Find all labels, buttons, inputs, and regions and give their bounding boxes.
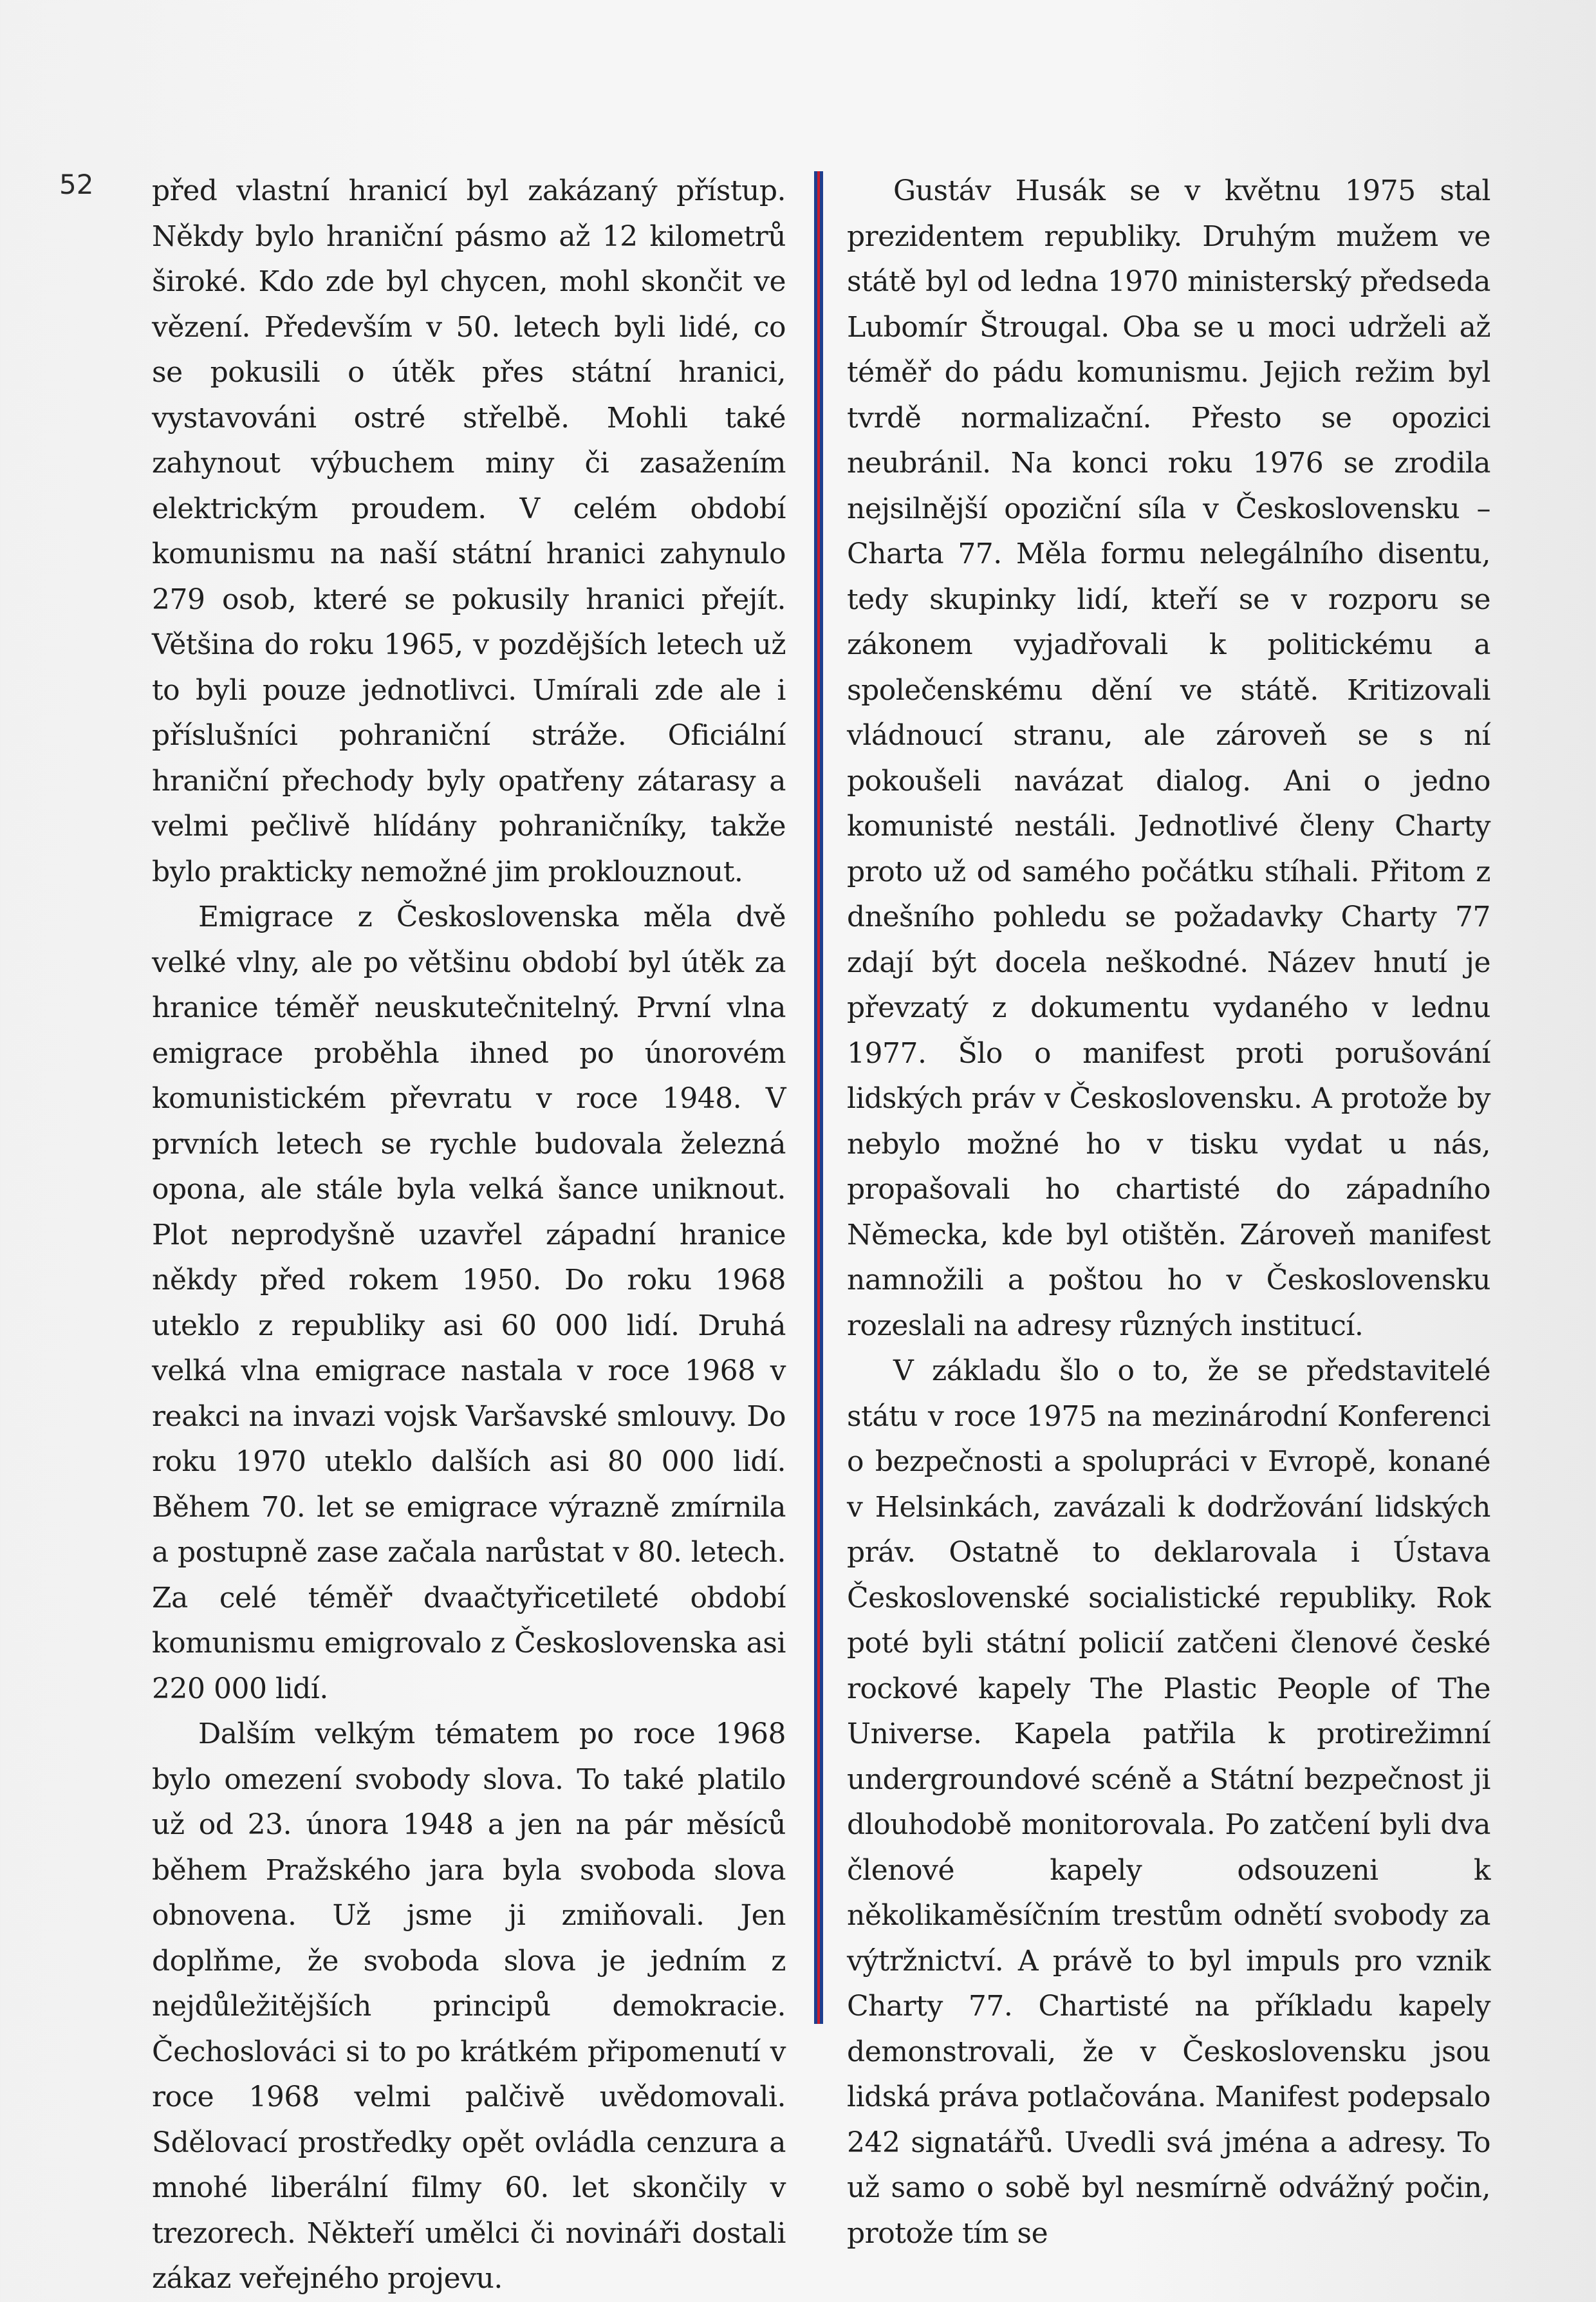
page-number: 52 [59,169,94,200]
right-paragraph-1: Gustáv Husák se v květnu 1975 stal prezidentem republiky. Druhým mužem ve státě byl od ledna 1970 ministerský předseda Lubomír Štrougal. Oba se u moci udrželi až téměř do pádu komunismu. Jejich režim byl tvrdě normalizační. Přesto se opozici neubránil. Na konci roku 1976 se zrodila nejsilnější opoziční síla v Československu – Charta 77. Měla formu nelegálního disentu, tedy skupinky lidí, kteří se v rozporu se zákonem vyjadřovali k politickému a společenskému dění ve státě. Kritizovali vládnoucí stranu, ale zároveň se s ní pokoušeli navázat dialog. Ani o jedno komunisté nestáli. Jednotlivé členy Charty proto už od samého počátku stíhali. Přitom z dnešního pohledu se požadavky Charty 77 zdají být docela neškodné. Název hnutí je převzatý z dokumentu vydaného v lednu 1977. Šlo o manifest proti porušování lidských práv v Československu. A protože by nebylo možné ho v tisku vydat u nás, propašovali ho chartisté do západního Německa, kde byl otištěn. Zároveň manifest namnožili a poštou ho v Československu rozeslali na adresy různých institucí. [847,174,1490,1342]
left-paragraph-2: Emigrace z Československa měla dvě velké vlny, ale po většinu období byl útěk za hranice téměř neuskutečnitelný. První vlna emigrace proběhla ihned po únorovém komunistickém převratu v roce 1948. V prvních letech se rychle budovala železná opona, ale stále byla velká šance uniknout. Plot neprodyšně uzavřel západní hranice někdy před rokem 1950. Do roku 1968 uteklo z republiky asi 60 000 lidí. Druhá velká vlna emigrace nastala v roce 1968 v reakci na invazi vojsk Varšavské smlouvy. Do roku 1970 uteklo dalších asi 80 000 lidí. Během 70. let se emigrace výrazně zmírnila a postupně zase začala narůstat v 80. letech. Za celé téměř dvaačtyřicetileté období komunismu emigrovalo z Československa asi 220 000 lidí. [152,901,786,1705]
right-text-column [847,169,1490,2256]
left-text-column [152,169,786,2302]
divider-stripe-blue-right [820,171,823,2024]
tricolor-column-divider [814,171,823,2024]
left-paragraph-3: Dalším velkým tématem po roce 1968 bylo omezení svobody slova. To také platilo už od 23. února 1948 a jen na pár měsíců během Pražského jara byla svoboda slova obnovena. Už jsme ji zmiňovali. Jen doplňme, že svoboda slova je jedním z nejdůležitějších principů demokracie. Čechoslováci si to po krátkém připomenutí v roce 1968 velmi palčivě uvědomovali. Sdělovací prostředky opět ovládla cenzura a mnohé liberální filmy 60. let skončily v trezorech. Někteří umělci či novináři dostali zákaz veřejného projevu. [152,1717,786,2295]
left-paragraph-1: před vlastní hranicí byl zakázaný přístup. Někdy bylo hraniční pásmo až 12 kilometrů široké. Kdo zde byl chycen, mohl skončit ve vězení. Především v 50. letech byli lidé, co se pokusili o útěk přes státní hranici, vystavováni ostré střelbě. Mohli také zahynout výbuchem miny či zasažením elektrickým proudem. V celém období komunismu na naší státní hranici zahynulo 279 osob, které se pokusily hranici přejít. Většina do roku 1965, v pozdějších letech už to byli pouze jednotlivci. Umírali zde ale i příslušníci pohraniční stráže. Oficiální hraniční přechody byly opatřeny zátarasy a velmi pečlivě hlídány pohraničníky, takže bylo prakticky nemožné jim proklouznout. [152,174,786,888]
right-paragraph-2: V základu šlo o to, že se představitelé státu v roce 1975 na mezinárodní Konferenci o bezpečnosti a spolupráci v Evropě, konané v Helsinkách, zavázali k dodržování lidských práv. Ostatně to deklarovala i Ústava Československé socialistické republiky. Rok poté byli státní policií zatčeni členové české rockové kapely The Plastic People of The Universe. Kapela patřila k protirežimní undergroundové scéně a Státní bezpečnost ji dlouhodobě monitorovala. Po zatčení byli dva členové kapely odsouzeni k několikaměsíčním trestům odnětí svobody za výtržnictví. A právě to byl impuls pro vznik Charty 77. Chartisté na příkladu kapely demonstrovali, že v Československu jsou lidská práva potlačována. Manifest podepsalo 242 signatářů. Uvedli svá jména a adresy. To už samo o sobě byl nesmírně odvážný počin, protože tím se [847,1354,1490,2250]
